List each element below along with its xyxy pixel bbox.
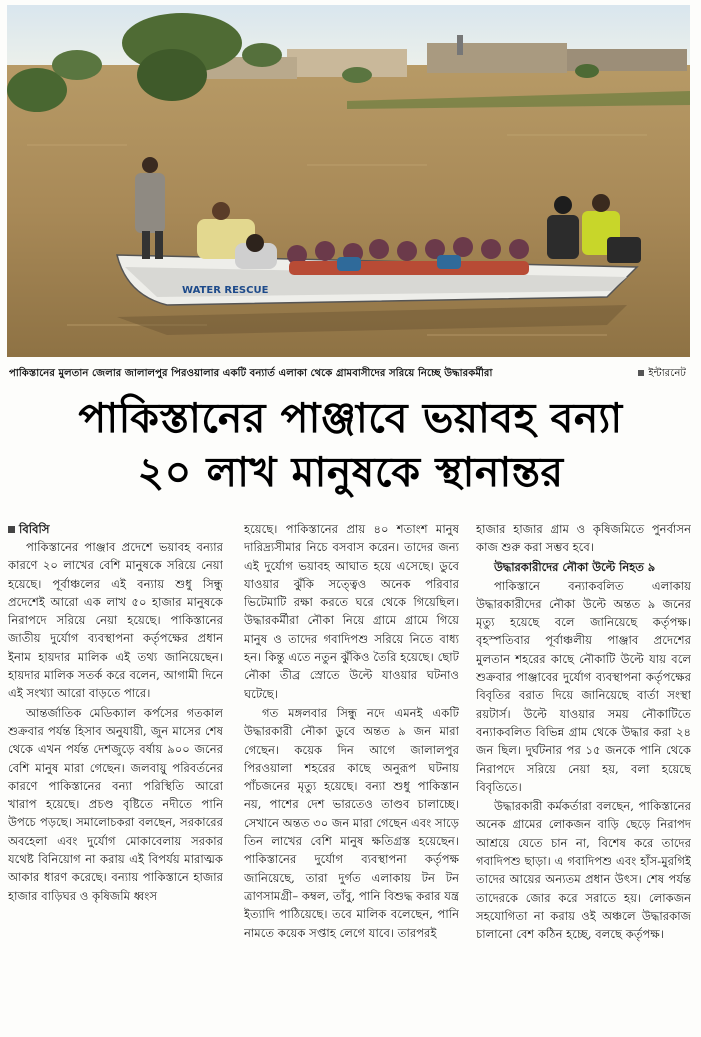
paragraph: হয়েছে। পাকিস্তানের প্রায় ৪০ শতাংশ মানুষ দারিদ্র্যসীমার নিচে বসবাস করেন। তাদের জন্য এই দুর্যোগ ভয়াবহ আঘাত হয়ে এসেছে। ডুবে যাওয়ার ঝুঁকি সত্ত্বেও অনেক পরিবার ভিটেমাটি রক্ষা করতে ঘরে থেকে গিয়েছিল। উদ্ধারকর্মীরা নৌকা নিয়ে গ্রামে গ্রামে গিয়ে মানুষ ও তাদের গবাদিপশু সরিয়ে নিতে বাধ্য হন। কিন্তু এতে নতুন ঝুঁকিও তৈরি হয়েছে। ছোট নৌকা তীব্র স্রোতে উল্টে যাওয়ার ঘটনাও ঘটেছে। [244,522,459,701]
byline-text: বিবিসি [19,522,50,536]
subheading: উদ্ধারকারীদের নৌকা উল্টে নিহত ৯ [494,559,656,574]
caption-text: পাকিস্তানের মুলতান জেলার জালালপুর পিরওয়ালার একটি বন্যার্ত এলাকা থেকে গ্রামবাসীদের সরিয়ে নিচ্ছে উদ্ধারকর্মীরা [9,368,493,379]
photo-caption [7,365,690,383]
boat-label: WATER RESCUE [182,285,269,296]
photo-illustration [7,5,690,357]
paragraph: আন্তর্জাতিক মেডিক্যাল কর্পসের গতকাল শুক্রবার পর্যন্ত হিসাব অনুযায়ী, জুন মাসের শেষ থেকে এখন পর্যন্ত দেশজুড়ে বর্ষায় ৯০০ জনের বেশি মানুষ মারা গেছেন। জলবায়ু পরিবর্তনের কারণে পাকিস্তানের বন্যা পরিস্থিতি আরো খারাপ হয়েছে। প্রচণ্ড বৃষ্টিতে নদীতে পানি উপচে পড়ছে। সমালোচকরা বলছেন, সরকারের অবহেলা এবং দুর্যোগ মোকাবেলায় সরকার যথেষ্ট বিনিয়োগ না করায় এই বিপর্যয় মারাত্মক আকার ধারণ করেছে। বন্যায় পাকিস্তানে হাজার হাজার বাড়িঘর ও কৃষিজমি ধ্বংস [8,705,223,903]
article-body [8,520,696,1032]
byline-bullet-icon [8,526,15,533]
paragraph: গত মঙ্গলবার সিন্ধু নদে এমনই একটি উদ্ধারকারী নৌকা ডুবে অন্তত ৯ জন মারা গেছেন। কয়েক দিন আগে জালালপুর পিরওয়ালা শহরের কাছে অনুরূপ ঘটনায় পাঁচজনের মৃত্যু হয়েছে। বন্যা শুধু পাকিস্তান নয়, পাশের দেশ ভারতেও তাণ্ডব চালাচ্ছে। সেখানে অন্তত ৩০ জন মারা গেছেন এবং সাড়ে তিন লাখের বেশি মানুষ ক্ষতিগ্রস্ত হয়েছেন। পাকিস্তানের দুর্যোগ ব্যবস্থাপনা কর্তৃপক্ষ জানিয়েছে, তারা দুর্গত এলাকায় টন টন ত্রাণসামগ্রী– কম্বল, তাঁবু, পানি বিশুদ্ধ করার যন্ত্র ইত্যাদি পাঠিয়েছে। তবে মালিক বলেছেন, পানি নামতে কয়েক সপ্তাহ লেগে যাবে। তারপরই [244,705,459,940]
paragraph: হাজার হাজার গ্রাম ও কৃষিজমিতে পুনর্বাসন কাজ শুরু করা সম্ভব হবে। [476,522,691,555]
credit-square-icon [638,370,644,376]
byline [8,520,223,538]
paragraph: উদ্ধারকারী কর্মকর্তারা বলছেন, পাকিস্তানের অনেক গ্রামের লোকজন বাড়ি ছেড়ে নিরাপদ আশ্রয়ে যেতে চান না, বিশেষ করে তাদের গবাদিপশু ছাড়া। এ গবাদিপশু এবং হাঁস-মুরগিই তাদের আয়ের অন্যতম প্রধান উৎস। শেষ পর্যন্ত তাদেরকে জোর করে সরাতে হয়। লোকজন সহযোগিতা না করায় ওই অঞ্চলে উদ্ধারকাজ চালানো বেশ কঠিন হচ্ছে, বলছে কর্তৃপক্ষ। [476,799,691,942]
headline-line-1: পাকিস্তানের পাঞ্জাবে ভয়াবহ বন্যা [78,394,623,442]
paragraph: পাকিস্তানে বন্যাকবলিত এলাকায় উদ্ধারকারীদের নৌকা উল্টে অন্তত ৯ জনের মৃত্যু হয়েছে বলে জানিয়েছে কর্তৃপক্ষ। বৃহস্পতিবার পূর্বাঞ্চলীয় পাঞ্জাব প্রদেশের মুলতান শহরের কাছে নৌকাটি উল্টে যায় বলে শুক্রবার পাঞ্জাবের দুর্যোগ ব্যবস্থাপনা কর্তৃপক্ষের বিবৃতির বরাত দিয়ে জানিয়েছে বার্তা সংস্থা রয়টার্স। উল্টে যাওয়ার সময় নৌকাটিতে বন্যাকবলিত বিভিন্ন গ্রাম থেকে উদ্ধার করা ২৪ জন ছিল। দুর্ঘটনার পর ১৫ জনকে পানি থেকে নিরাপদে সরিয়ে নেয়া হয়, বলা হয়েছে বিবৃতিতে। [476,578,691,794]
article-column-2 [244,520,459,1032]
credit-text: ইন্টারনেট [648,368,686,379]
headline-line-2: ২০ লাখ মানুষকে স্থানান্তর [137,448,564,496]
headline [0,392,701,500]
paragraph: পাকিস্তানের পাঞ্জাব প্রদেশে ভয়াবহ বন্যার কারণে ২০ লাখের বেশি মানুষকে সরিয়ে নেয়া হয়েছে। পূর্বাঞ্চলের এই বন্যায় শুধু সিন্ধু প্রদেশেই আরো এক লাখ ৫০ হাজার মানুষকে নিরাপদে সরিয়ে নেয়া হয়েছে। পাকিস্তানের জাতীয় দুর্যোগ ব্যবস্থাপনা কর্তৃপক্ষের প্রধান ইনাম হায়দার মালিক এই তথ্য জানিয়েছেন। হায়দার মালিক সতর্ক করে বলেন, আগামী দিনে এই সংখ্যা আরো বাড়তে পারে। [8,540,223,701]
article-column-3 [476,520,691,1032]
photo-credit [638,365,686,383]
flood-rescue-photo [7,5,690,357]
article-column-1 [8,520,223,1032]
